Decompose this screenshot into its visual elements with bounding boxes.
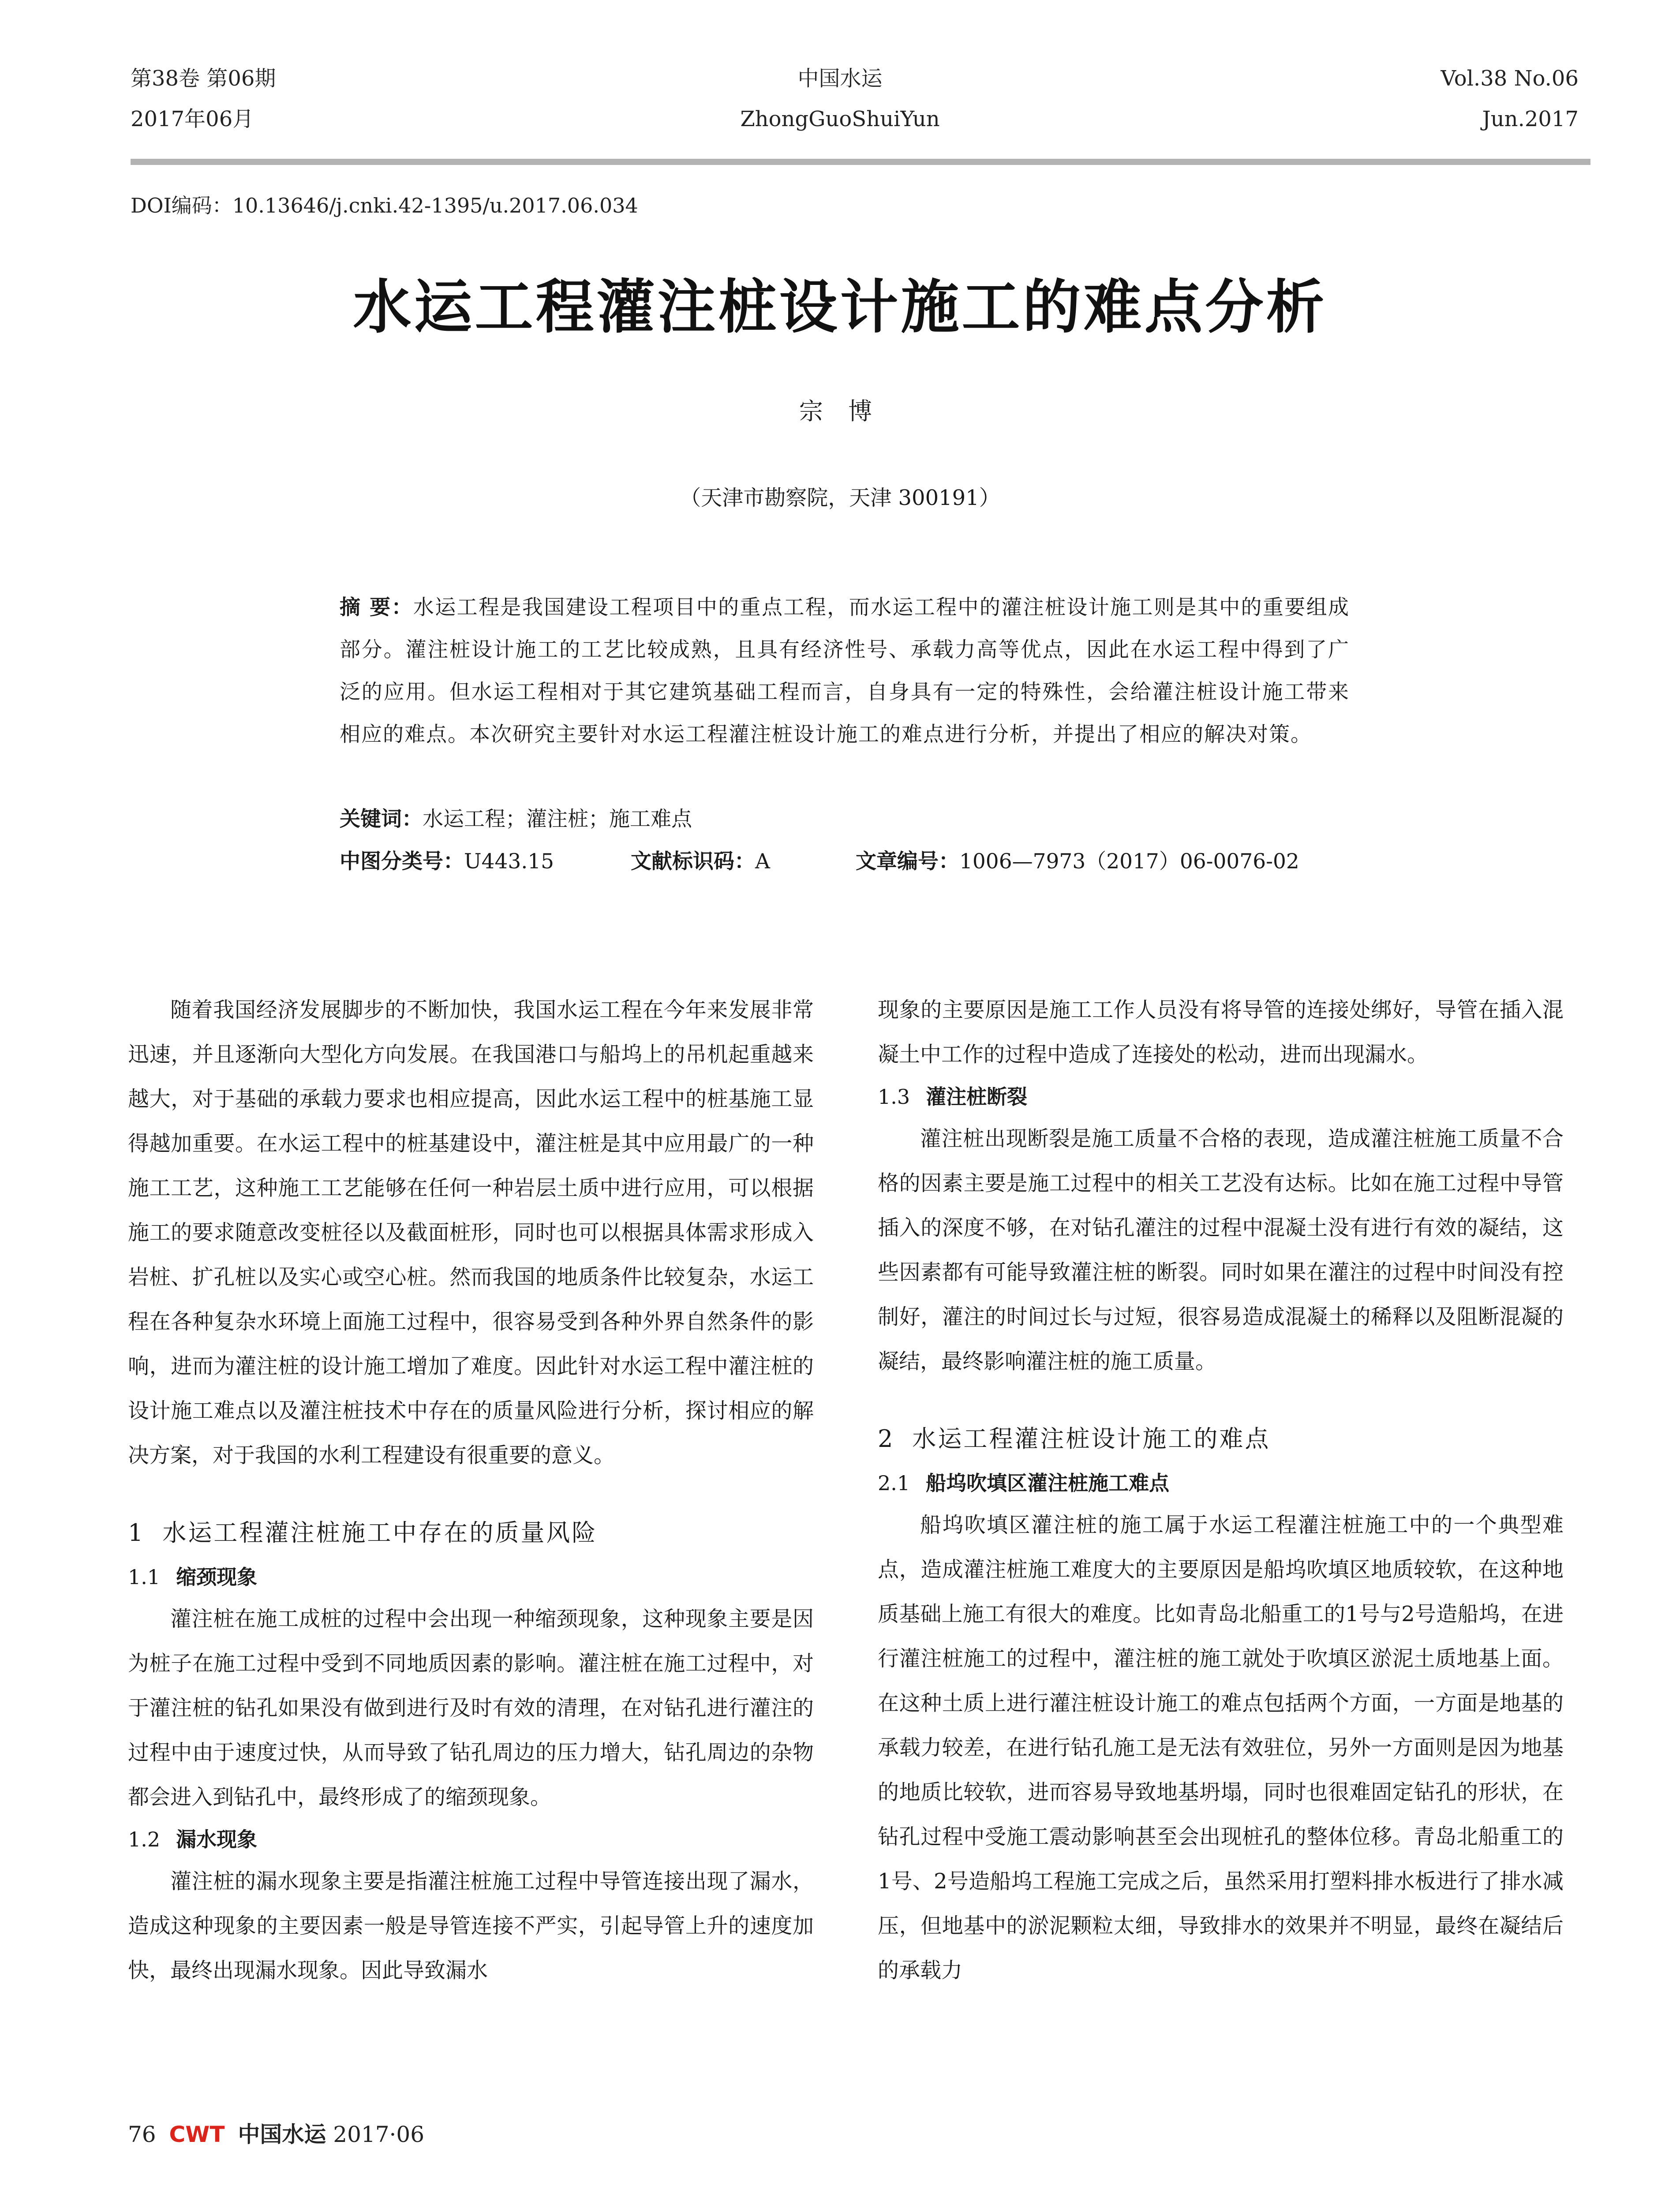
section-1-1-paragraph: 灌注桩在施工成桩的过程中会出现一种缩颈现象，这种现象主要是因为桩子在施工过程中受到不同地质因素的影响。灌注桩在施工过程中，对于灌注桩的钻孔如果没有做到进行及时有效的清理，在对钻孔进行灌注的过程中由于速度过快，从而导致了钻孔周边的压力增大，钻孔周边的杂物都会进入到钻孔中，最终形成了的缩颈现象。	[128, 1607, 814, 1809]
header-journal-cn: 中国水运	[797, 66, 883, 91]
section-2-number: 2	[878, 1425, 895, 1453]
doc-code	[631, 841, 856, 883]
header-vol-en-text: Vol.38 No.06	[1441, 66, 1579, 91]
doc-value: A	[755, 849, 770, 874]
footer-magazine-name: 中国水运	[238, 2122, 326, 2147]
cwt-logo: CWT	[169, 2122, 225, 2147]
article-number	[856, 841, 1299, 883]
section-1-heading	[128, 1509, 814, 1557]
page-footer	[128, 2117, 424, 2149]
section-1-3-heading	[878, 1077, 1564, 1117]
section-2-heading	[878, 1415, 1564, 1463]
section-1-2-number: 1.2	[128, 1828, 161, 1851]
section-2-1-title: 船坞吹填区灌注桩施工难点	[926, 1471, 1170, 1495]
abstract-label: 摘 要：	[340, 595, 413, 620]
keywords	[340, 798, 1350, 841]
classification	[340, 841, 1350, 883]
abstract	[340, 587, 1350, 756]
section-1-3-number: 1.3	[878, 1085, 910, 1109]
intro-paragraph: 随着我国经济发展脚步的不断加快，我国水运工程在今年来发展非常迅速，并且逐渐向大型化方向发展。在我国港口与船坞上的吊机起重越来越大，对于基础的承载力要求也相应提高，因此水运工程中的桩基施工显得越加重要。在水运工程中的桩基建设中，灌注桩是其中应用最广的一种施工工艺，这种施工工艺能够在任何一种岩层土质中进行应用，可以根据施工的要求随意改变桩径以及截面桩形，同时也可以根据具体需求形成入岩桩、扩孔桩以及实心或空心桩。然而我国的地质条件比较复杂，水运工程在各种复杂水环境上面施工过程中，很容易受到各种外界自然条件的影响，进而为灌注桩的设计施工增加了难度。因此针对水运工程中灌注桩的设计施工难点以及灌注桩技术中存在的质量风险进行分析，探讨相应的解决方案，对于我国的水利工程建设有很重要的意义。	[128, 998, 814, 1468]
body-column-right	[878, 988, 1564, 1993]
section-2-title: 水运工程灌注桩设计施工的难点	[912, 1425, 1271, 1453]
section-1-title: 水运工程灌注桩施工中存在的质量风险	[162, 1519, 598, 1547]
header-journal-pinyin: ZhongGuoShuiYun	[740, 107, 940, 131]
doi: DOI编码：10.13646/j.cnki.42-1395/u.2017.06.034	[131, 194, 638, 217]
section-1-3-paragraph: 灌注桩出现断裂是施工质量不合格的表现，造成灌注桩施工质量不合格的因素主要是施工过程中的相关工艺没有达标。比如在施工过程中导管插入的深度不够，在对钻孔灌注的过程中混凝土没有进行有效的凝结，这些因素都有可能导致灌注桩的断裂。同时如果在灌注的过程中时间没有控制好，灌注的时间过长与过短，很容易造成混凝土的稀释以及阻断混凝的凝结，最终影响灌注桩的施工质量。	[878, 1126, 1564, 1374]
header-volume-en	[1441, 65, 1579, 132]
section-1-2-paragraph-part1: 灌注桩的漏水现象主要是指灌注桩施工过程中导管连接出现了漏水，造成这种现象的主要因素一般是导管连接不严实，引起导管上升的速度加快，最终出现漏水现象。因此导致漏水	[128, 1869, 814, 1983]
page-number: 76	[128, 2122, 156, 2147]
clc-value: U443.15	[464, 849, 554, 874]
section-1-2-title: 漏水现象	[176, 1828, 258, 1851]
header-journal	[0, 65, 1680, 132]
body-column-left	[128, 988, 814, 1993]
keywords-label: 关键词：	[340, 807, 423, 831]
section-1-2-paragraph-part2: 现象的主要原因是施工工作人员没有将导管的连接处绑好，导管在插入混凝土中工作的过程中造成了连接处的松动，进而出现漏水。	[878, 998, 1564, 1067]
section-1-3-title: 灌注桩断裂	[926, 1085, 1028, 1109]
header-date-text: 2017年06月	[131, 107, 254, 131]
section-1-number: 1	[128, 1519, 145, 1547]
abstract-text: 水运工程是我国建设工程项目中的重点工程，而水运工程中的灌注桩设计施工则是其中的重要组成部分。灌注桩设计施工的工艺比较成熟，且具有经济性号、承载力高等优点，因此在水运工程中得到了广泛的应用。但水运工程相对于其它建筑基础工程而言，自身具有一定的特殊性，会给灌注桩设计施工带来相应的难点。本次研究主要针对水运工程灌注桩设计施工的难点进行分析，并提出了相应的解决对策。	[340, 595, 1350, 747]
section-1-1-heading	[128, 1557, 814, 1597]
section-1-1-title: 缩颈现象	[176, 1565, 258, 1589]
header-date-en-text: Jun.2017	[1482, 107, 1579, 131]
footer-issue: 2017·06	[333, 2122, 425, 2147]
header-rule	[131, 159, 1590, 165]
section-1-1-number: 1.1	[128, 1565, 161, 1589]
section-2-1-paragraph: 船坞吹填区灌注桩的施工属于水运工程灌注桩施工中的一个典型难点，造成灌注桩施工难度大的主要原因是船坞吹填区地质较软，在这种地质基础上施工有很大的难度。比如青岛北船重工的1号与2号造船坞，在进行灌注桩施工的过程中，灌注桩的施工就处于吹填区淤泥土质地基上面。在这种土质上进行灌注桩设计施工的难点包括两个方面，一方面是地基的承载力较差，在进行钻孔施工是无法有效驻位，另外一方面则是因为地基的地质比较软，进而容易导致地基坍塌，同时也很难固定钻孔的形状，在钻孔过程中受施工震动影响甚至会出现桩孔的整体位移。青岛北船重工的1号、2号造船坞工程施工完成之后，虽然采用打塑料排水板进行了排水减压，但地基中的淤泥颗粒太细，导致排水的效果并不明显，最终在凝结后的承载力	[878, 1513, 1564, 1983]
section-2-1-number: 2.1	[878, 1471, 910, 1495]
affiliation: （天津市勘察院，天津 300191）	[680, 486, 1000, 510]
clc-code	[340, 841, 631, 883]
keywords-text: 水运工程；灌注桩；施工难点	[423, 807, 692, 831]
article-label: 文章编号：	[856, 849, 959, 874]
article-title: 水运工程灌注桩设计施工的难点分析	[353, 273, 1327, 341]
section-2-1-heading	[878, 1463, 1564, 1503]
header-volume-text: 第38卷 第06期	[131, 66, 276, 91]
author: 宗 博	[799, 397, 881, 425]
clc-label: 中图分类号：	[340, 849, 464, 874]
section-1-2-heading	[128, 1820, 814, 1859]
article-value: 1006—7973（2017）06-0076-02	[959, 849, 1299, 874]
doc-label: 文献标识码：	[631, 849, 755, 874]
